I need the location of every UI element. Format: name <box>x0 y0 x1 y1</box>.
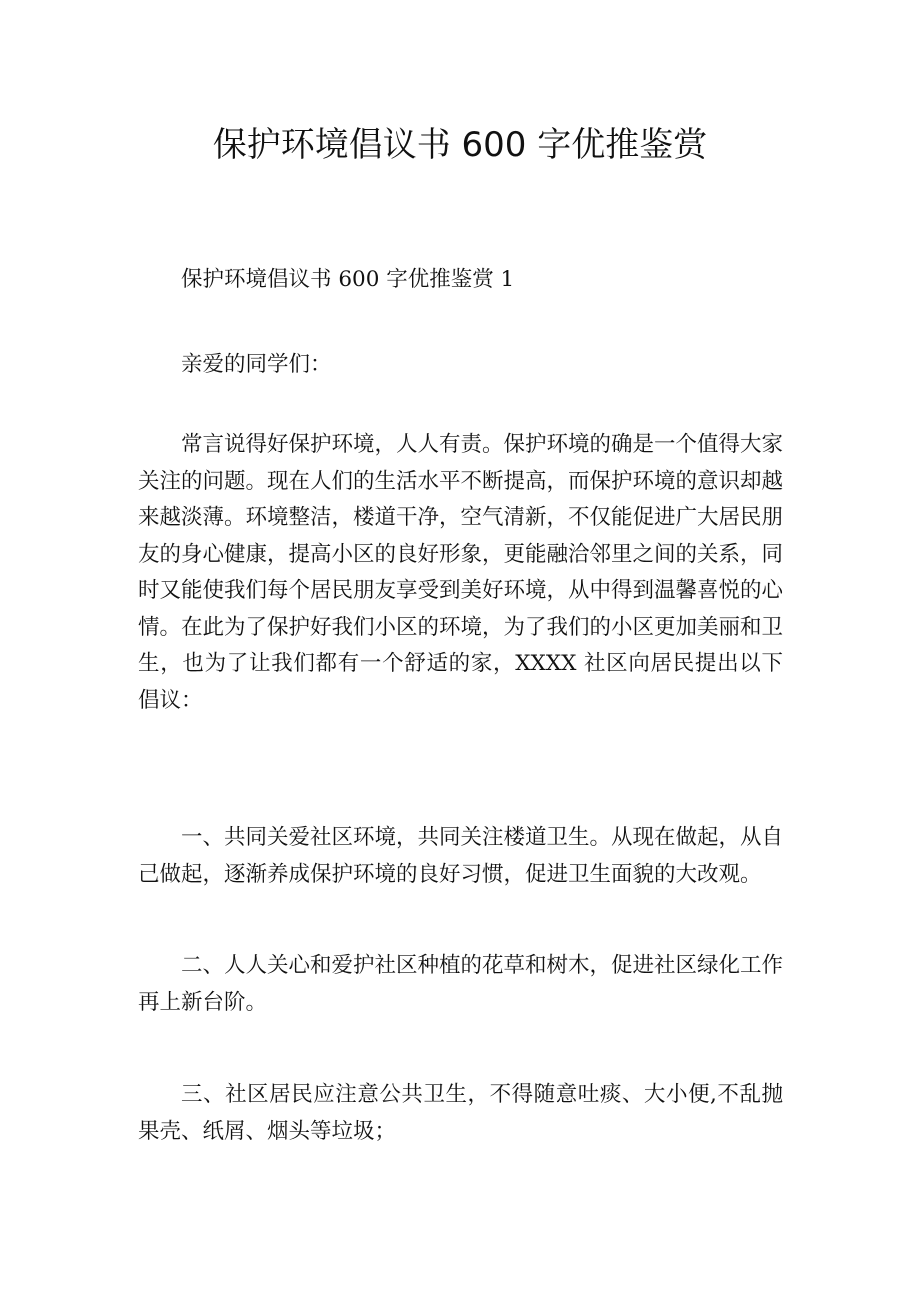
document-subtitle: 保护环境倡议书 600 字优推鉴赏 1 <box>181 267 515 292</box>
paragraph-item-3: 三、社区居民应注意公共卫生，不得随意吐痰、大小便,不乱抛果壳、纸屑、烟头等垃圾； <box>138 1082 783 1144</box>
paragraph-intro: 常言说得好保护环境，人人有责。保护环境的确是一个值得大家关注的问题。现在人们的生活水平不断提高，而保护环境的意识却越来越淡薄。环境整洁，楼道干净，空气清新，不仅能促进广大居民朋友的身心健康，提高小区的良好形象，更能融洽邻里之间的关系，同时又能使我们每个居民朋友享受到美好环境，从中得到温馨喜悦的心情。在此为了保护好我们小区的环境，为了我们的小区更加美丽和卫生，也为了让我们都有一个舒适的家，XXXX 社区向居民提出以下倡议： <box>138 432 784 713</box>
paragraph-item-2: 二、人人关心和爱护社区种植的花草和树木，促进社区绿化工作再上新台阶。 <box>138 953 784 1015</box>
paragraph-item-1: 一、共同关爱社区环境，共同关注楼道卫生。从现在做起，从自己做起，逐渐养成保护环境的良好习惯，促进卫生面貌的大改观。 <box>138 825 784 887</box>
document-title: 保护环境倡议书 600 字优推鉴赏 <box>212 125 708 165</box>
salutation: 亲爱的同学们： <box>181 352 332 377</box>
